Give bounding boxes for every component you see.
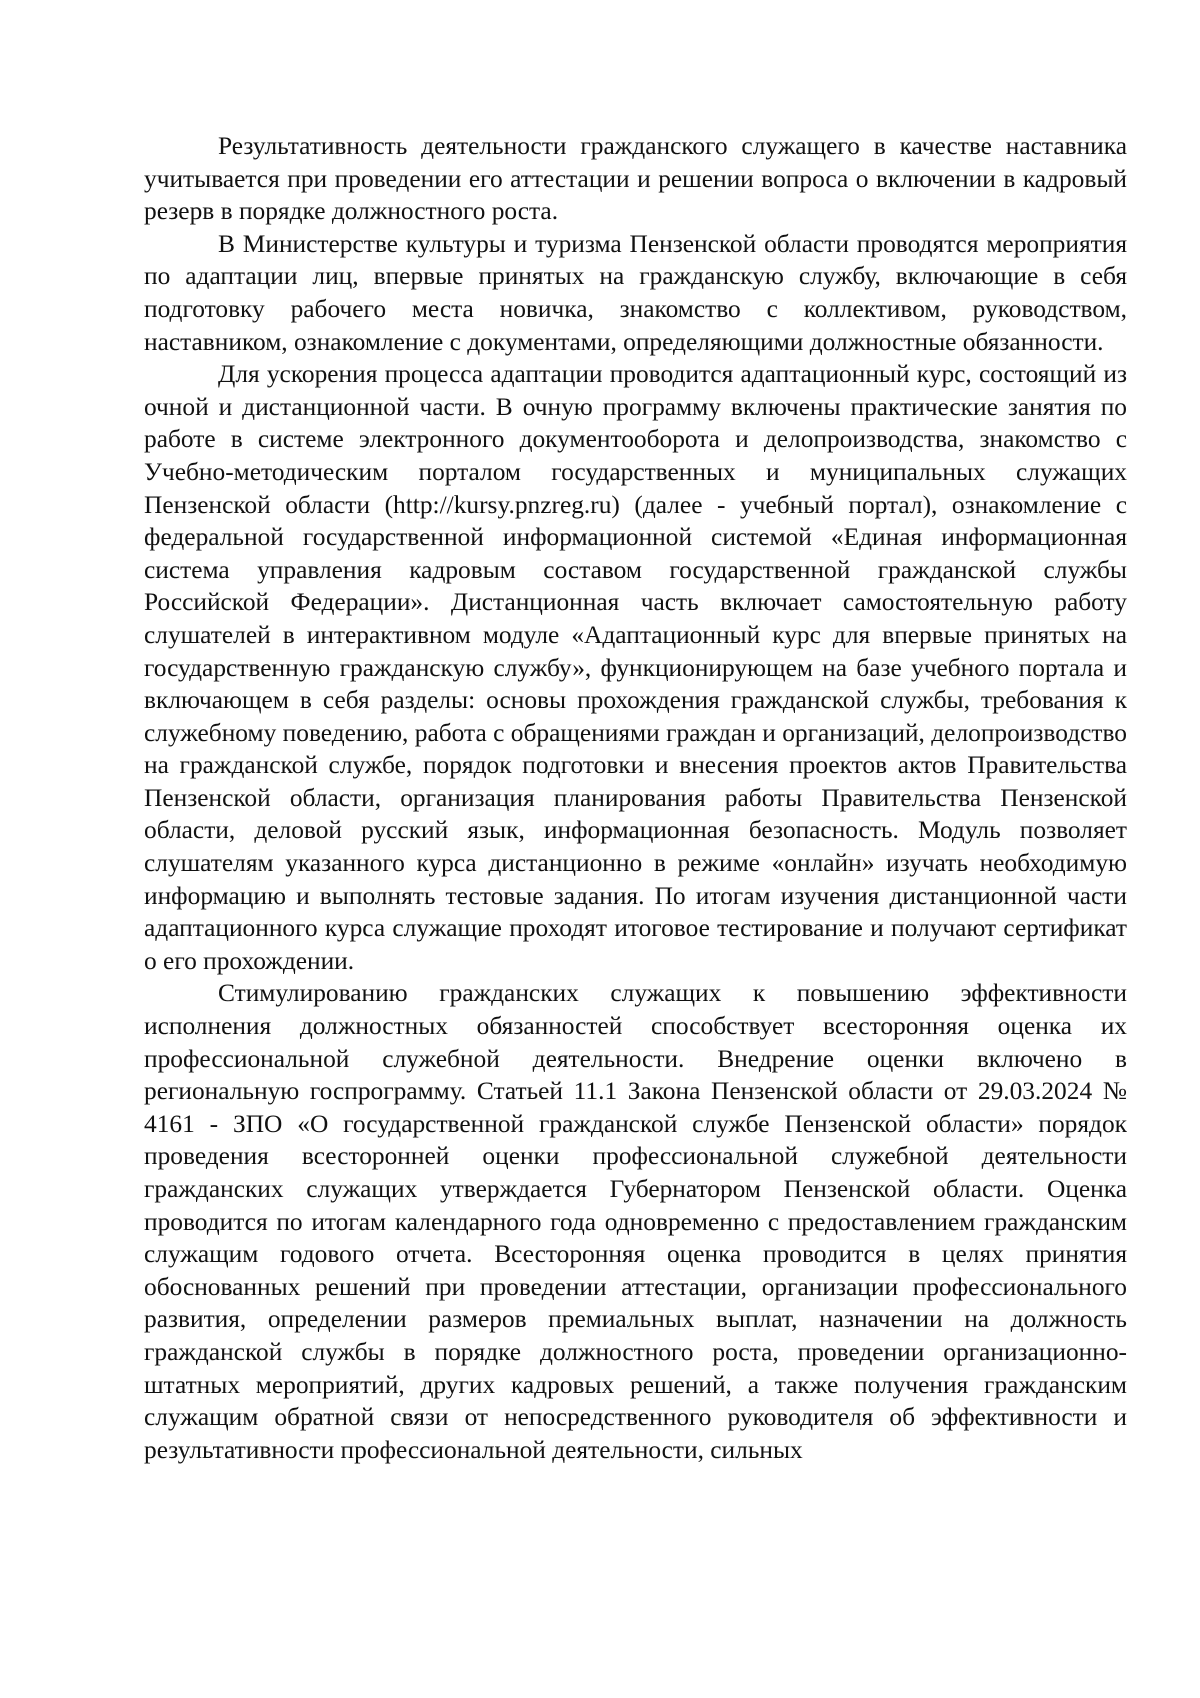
paragraph-comprehensive-assessment: Стимулированию гражданских служащих к повышению эффективности исполнения должностных обязанностей способствует всесторонняя оценка их профессиональной служебной деятельности. Внедрение оценки включено в региональную госпрограмму. Статьей 11.1 Закона Пензенской области от 29.03.2024 № 4161 - ЗПО «О государственной гражданской службе Пензенской области» порядок проведения всесторонней оценки профессиональной служебной деятельности гражданских служащих утверждается Губернатором Пензенской области. Оценка проводится по итогам календарного года одновременно с предоставлением гражданским служащим годового отчета. Всесторонняя оценка проводится в целях принятия обоснованных решений при проведении аттестации, организации профессионального развития, определении размеров премиальных выплат, назначении на должность гражданской службы в порядке должностного роста, проведении организационно-штатных мероприятий, других кадровых решений, а также получения гражданским служащим обратной связи от непосредственного руководителя об эффективности и результативности профессиональной деятельности, сильных bbox=[144, 979, 1127, 1464]
paragraph-mentor-results: Результативность деятельности гражданского служащего в качестве наставника учитывается при проведении его аттестации и решении вопроса о включении в кадровый резерв в порядке должностного роста. bbox=[144, 132, 1127, 226]
paragraph-adaptation-measures: В Министерстве культуры и туризма Пензенской области проводятся мероприятия по адаптации лиц, впервые принятых на гражданскую службу, включающие в себя подготовку рабочего места новичка, знакомство с коллективом, руководством, наставником, ознакомление с документами, определяющими должностные обязанности. bbox=[144, 229, 1127, 356]
document-body bbox=[144, 130, 1127, 1466]
paragraph-adaptation-course: Для ускорения процесса адаптации проводится адаптационный курс, состоящий из очной и дистанционной части. В очную программу включены практические занятия по работе в системе электронного документооборота и делопроизводства, знакомство с Учебно-методическим порталом государственных и муниципальных служащих Пензенской области (http://kursy.pnzreg.ru) (далее - учебный портал), ознакомление с федеральной государственной информационной системой «Единая информационная система управления кадровым составом государственной гражданской службы Российской Федерации». Дистанционная часть включает самостоятельную работу слушателей в интерактивном модуле «Адаптационный курс для впервые принятых на государственную гражданскую службу», функционирующем на базе учебного портала и включающем в себя разделы: основы прохождения гражданской службы, требования к служебному поведению, работа с обращениями граждан и организаций, делопроизводство на гражданской службе, порядок подготовки и внесения проектов актов Правительства Пензенской области, организация планирования работы Правительства Пензенской области, деловой русский язык, информационная безопасность. Модуль позволяет слушателям указанного курса дистанционно в режиме «онлайн» изучать необходимую информацию и выполнять тестовые задания. По итогам изучения дистанционной части адаптационного курса служащие проходят итоговое тестирование и получают сертификат о его прохождении. bbox=[144, 360, 1127, 975]
